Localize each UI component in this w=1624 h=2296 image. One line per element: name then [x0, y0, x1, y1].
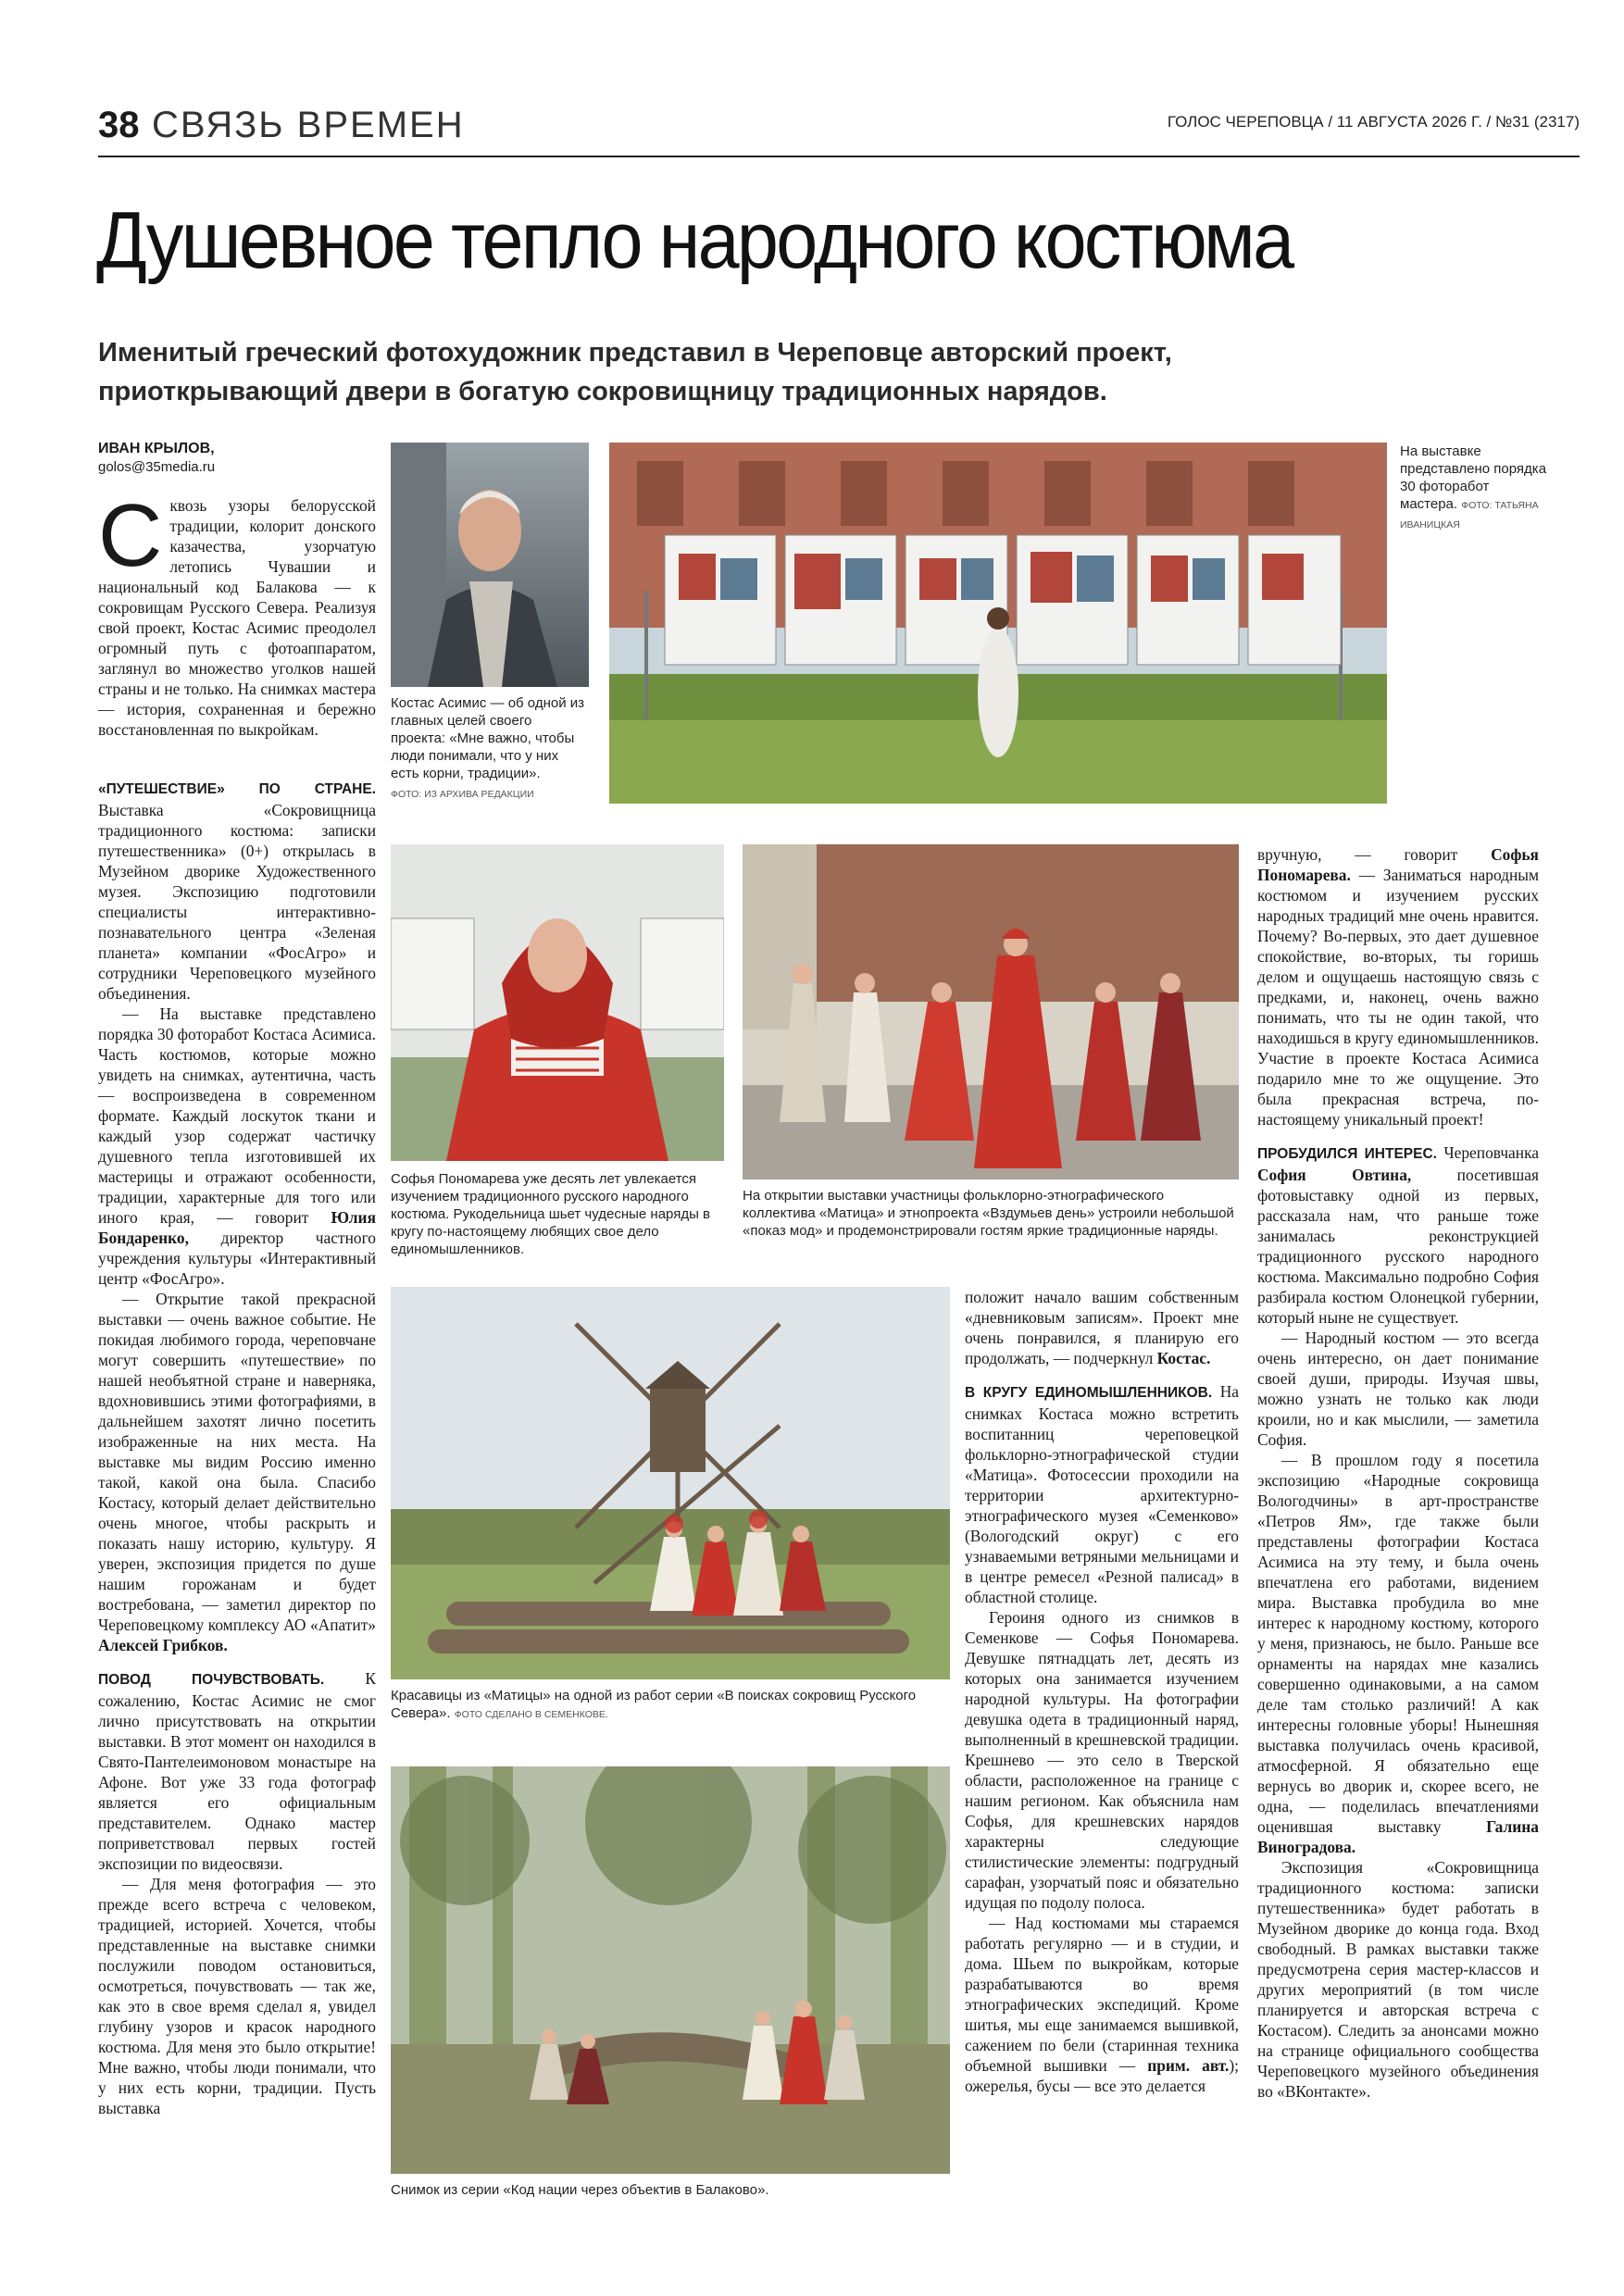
drop-cap: С [98, 486, 163, 585]
issue-line: ГОЛОС ЧЕРЕПОВЦА / 11 АВГУСТА 2026 Г. / №31 (2317) [1167, 113, 1580, 131]
credit-windmill: ФОТО СДЕЛАНО В СЕМЕНКОВЕ. [454, 1709, 608, 1720]
subhead-feel: ПОВОД ПОЧУВСТВОВАТЬ. [98, 1672, 325, 1688]
column-4-body: положит начало вашим собственным «дневниковым записям». Проект мне очень понравился, я планирую его продолжать, — подчеркнул Костас. В КРУГУ ЕДИНОМЫШЛЕННИКОВ. На снимках Костаса можно встретить воспитанниц череповецкой фольклорно-этнографической студии «Матица». Фотосессии проходили на территории архитектурно-этнографического музея «Семенково» (Вологодский округ) с его узнаваемыми ветряными мельницами и в центре ремесел «Резной палисад» в областной столице. Героиня одного из снимков в Семенкове — Софья Пономарева. Девушке пятнадцать лет, десять из которых она занимается изучением народной культуры. На фотографии девушка одета в традиционный наряд, выполненный в крешневской традиции. Крешнево — это село в Тверской области, расположенное на границе с нашим регионом. Как объяснила нам Софья, для крешневских нарядов характерны следующие стилистические элементы: подгрудный сарафан, узорчатый пояс и обязательно идущая по подолу полоса. — Над костюмами мы стараемся работать регулярно — и в студии, и дома. Шьем по выкройкам, которые разрабатываются во время этнографических экспедиций. Кроме шитья, мы еще занимаемся вышивкой, сажением по бели (старинная техника объемной вышивки — прим. авт.); ожерелья, бусы — все это делается [965, 1288, 1239, 2095]
lead-paragraph: Сквозь узоры белорусской традиции, колорит донского казачества, узорчатую летопись Чувашии и национальный код Балакова — к сокровищам Русского Севера. Реализуя свой проект, Костас Асимис преодолел огромный путь с фотоаппаратом, заглянул во множество уголков нашей страны и не только. На снимках мастера — история, сохраненная и бережно восстановленная по выкройкам. [98, 486, 376, 739]
caption-exhibit: На выставке представлено порядка 30 фоторабот мастера. ФОТО: ТАТЬЯНА ИВАНИЦКАЯ [1400, 443, 1547, 530]
caption-windmill: Красавицы из «Матицы» на одной из работ серии «В поисках сокровищ Русского Севера». ФОТО СДЕЛАНО В СЕМЕНКОВЕ. [391, 1688, 917, 1721]
credit-exhibit: ФОТО: ТАТЬЯНА ИВАНИЦКАЯ [1400, 500, 1539, 530]
photo-windmill [391, 1287, 950, 1679]
section-title: СВЯЗЬ ВРЕМЕН [152, 105, 465, 145]
photo-exhibit [609, 443, 1387, 804]
column-5-body: вручную, — говорит Софья Пономарева. — Заниматься народным костюмом и изучением русских народных традиций мне очень нравится. Почему? Во-первых, это дает душевное спокойствие, во-вторых, ты горишь делом и ощущаешь настоящую связь с предками, и, наконец, очень важно понимать, что ты не один такой, что находишься в кругу единомышленников. Участие в проекте Костаса Асимиса подарило мне то же ощущение. Это была прекрасная встреча, по-настоящему уникальный проект! ПРОБУДИЛСЯ ИНТЕРЕС. Череповчанка София Овтина, посетившая фотовыставку одной из первых, рассказала нам, что раньше тоже занималась реконструкцией традиционного русского народного костюма. Максимально подробно София разбирала костюм Олонецкой губернии, который ныне не существует. — Народный костюм — это всегда очень интересно, он дает понимание своей души, природы. Изучая швы, можно узнать не только как люди кроили, но и как мыслили, — заметила София. — В прошлом году я посетила экспозицию «Народные сокровища Вологодчины» в арт-пространстве «Петров Ям», где также были представлены фотографии Костаса Асимиса на эту тему, и была очень впечатлена его работами, видением мира. Выставка пробудила во мне интерес к народному костюму, которого у меня, признаюсь, не было. Раньше все орнаменты на нарядах мне казались совершенно одинаковыми, а на самом деле там столько различий! А как интересны головные уборы! Нынешняя выставка получилась очень красивой, атмосферной. Я обязательно еще вернусь во дворик и, скорее всего, не одна, — поделилась впечатлениями оценившая выставку Галина Виноградова. Экспозиция «Сокровищница традиционного костюма: записки путешественника» будет работать в Музейном дворике до конца года. Вход свободный. В рамках выставки также предусмотрена серия мастер-классов и других мероприятий (в том числе планируется и авторская встреча с Костасом). Следить за анонсами можно на странице официального сообщества Череповецкого музейного объединения во «ВКонтакте». [1257, 845, 1539, 2101]
header-rule [98, 156, 1580, 157]
deck: Именитый греческий фотохудожник представил в Череповце авторский проект, приоткрывающий двери в богатую сокровищницу традиционных нарядов. [98, 338, 1172, 406]
column-1-body: «ПУТЕШЕСТВИЕ» ПО СТРАНЕ. Выставка «Сокровищница традиционного костюма: записки путешественника» (0+) открылась в Музейном дворике Художественного музея. Экспозицию подготовили специалисты интерактивно-познавательного центра «Зеленая планета» компании «ФосАгро» и сотрудники Череповецкого музейного объединения. — На выставке представлено порядка 30 фоторабот Костаса Асимиса. Часть костюмов, которые можно увидеть на снимках, аутентична, часть — воспроизведена в современном формате. Каждый лоскуток ткани и каждый узор содержат частичку душевного тепла изготовившей их мастерицы и отражают особенности, традиции, характерные для того или иного края, — говорит Юлия Бондаренко, директор частного учреждения культуры «Интерактивный центр «ФосАгро». — Открытие такой прекрасной выставки — очень важное событие. Не покидая любимого города, череповчане могут совершить «путешествие» по нашей необъятной стране и наверняка, вдохновившись этими фотографиями, в дальнейшем захотят лично посетить изображенные на них места. На выставке мы видим Россию именно такой, какой она была. Спасибо Костасу, который делает действительно очень многое, чтобы раскрыть и показать нашу историю, культуру. Я уверен, экспозиция придется по душе нашим горожанам и будет востребована, — заметил директор по Череповецкому комплексу АО «Апатит» Алексей Грибков. ПОВОД ПОЧУВСТВОВАТЬ. К сожалению, Костас Асимис не смог лично присутствовать на открытии выставки. В этот момент он находился в Свято-Пантелеимоновом монастыре на Афоне. Вот уже 33 года фотограф является его официальным представителем. Однако мастер поприветствовал первых гостей экспозиции по видеосвязи. — Для меня фотография — это прежде всего встреча с человеком, традицией, историей. Хочется, чтобы представленные на выставке снимки послужили поводом остановиться, осмотреться, почувствовать — так же, как это в свое время сделал я, увидел глубину узоров и красок народного костюма. Для меня это было открытие! Мне важно, чтобы люди понимали, что у них есть корни, традиции. Пусть выставка [98, 781, 376, 2117]
subhead-circle: В КРУГУ ЕДИНОМЫШЛЕННИКОВ. [965, 1385, 1213, 1401]
caption-opening: На открытии выставки участницы фольклорно-этнографического коллектива «Матица» и этнопроекта «Вздумьев день» устроили небольшой «показ мод» и продемонстрировали гостям яркие традиционные наряды. [743, 1188, 1234, 1239]
author-email: golos@35media.ru [98, 459, 216, 475]
subhead-travel: «ПУТЕШЕСТВИЕ» ПО СТРАНЕ. [98, 781, 376, 797]
caption-portrait: Костас Асимис — об одной из главных целей своего проекта: «Мне важно, чтобы люди понимали, что у них есть корни, традиции». [391, 695, 584, 781]
photo-forest [391, 1766, 950, 2174]
page-number: 38 [98, 105, 140, 145]
caption-sofia: Софья Пономарева уже десять лет увлекается изучением традиционного русского народного костюма. Рукодельница шьет чудесные наряды в кругу по-настоящему любящих свое дело единомышленников. [391, 1171, 710, 1257]
credit-portrait: ФОТО: ИЗ АРХИВА РЕДАКЦИИ [391, 789, 534, 800]
photo-portrait [391, 443, 589, 687]
headline: Душевное тепло народного костюма [96, 196, 1293, 285]
subhead-interest: ПРОБУДИЛСЯ ИНТЕРЕС. [1257, 1146, 1437, 1162]
photo-opening [743, 844, 1239, 1179]
author: ИВАН КРЫЛОВ, [98, 441, 215, 456]
photo-sofia [391, 844, 724, 1161]
caption-forest: Снимок из серии «Код нации через объектив в Балаково». [391, 2182, 769, 2198]
